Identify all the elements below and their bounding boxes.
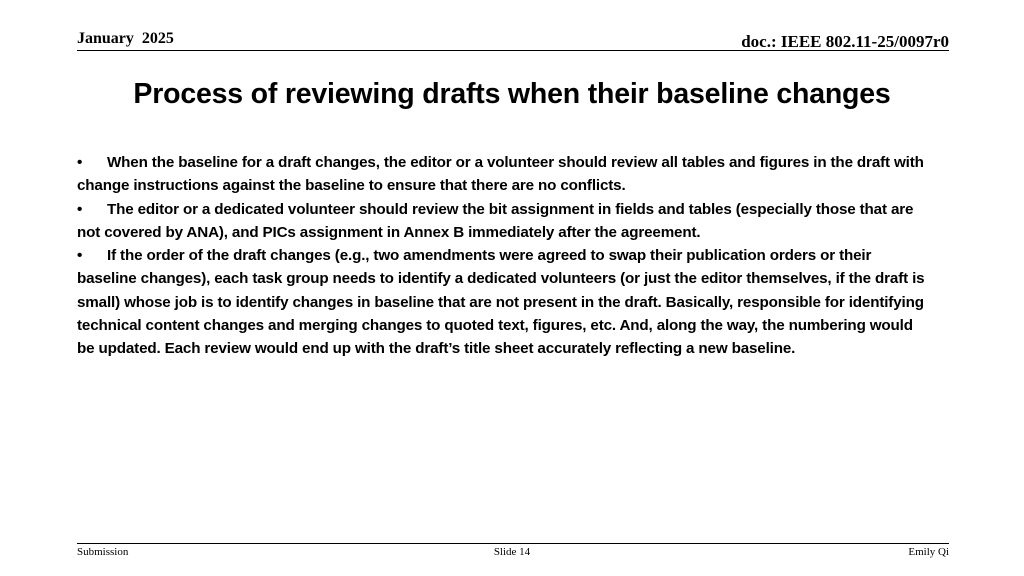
footer-author: Emily Qi [908, 546, 949, 558]
bullet-text-3: If the order of the draft changes (e.g., two amendments were agreed to swap their publication orders or their baseline changes), each task group needs to identify a dedicated volunteers (or just the editor themselves, if the draft is small) whose job is to identify changes in baseline that are not present in the draft. Basically, responsible for identifying technical content changes and merging changes to quoted text, figures, etc. And, along the way, the numbering would be updated. Each review would end up with the draft’s title sheet accurately reflecting a new baseline. [77, 247, 925, 358]
bullet-text-1: When the baseline for a draft changes, the editor or a volunteer should review all tables and figures in the draft with change instructions against the baseline to ensure that there are no conflicts. [77, 154, 924, 195]
slide-title: Process of reviewing drafts when their baseline changes [133, 78, 891, 110]
slide-body [77, 151, 927, 361]
header-divider [77, 50, 949, 51]
footer-submission: Submission [77, 546, 129, 558]
bullet-marker: • [77, 154, 83, 171]
bullet-marker: • [77, 200, 83, 218]
header-date: January 2025 [77, 30, 174, 47]
header-doc-id: doc.: IEEE 802.11-25/0097r0 [741, 32, 949, 51]
bullet-text-2: The editor or a dedicated volunteer should review the bit assignment in fields and tables (especially those that are not covered by ANA), and PICs assignment in Annex B immediately after the agreement. [77, 200, 914, 241]
bullet-item-2 [77, 198, 927, 245]
footer-divider [77, 543, 949, 544]
bullet-item-3 [77, 244, 927, 360]
bullet-marker: • [77, 247, 83, 265]
footer-slide-number: Slide 14 [493, 546, 531, 558]
bullet-item-1 [77, 151, 927, 198]
